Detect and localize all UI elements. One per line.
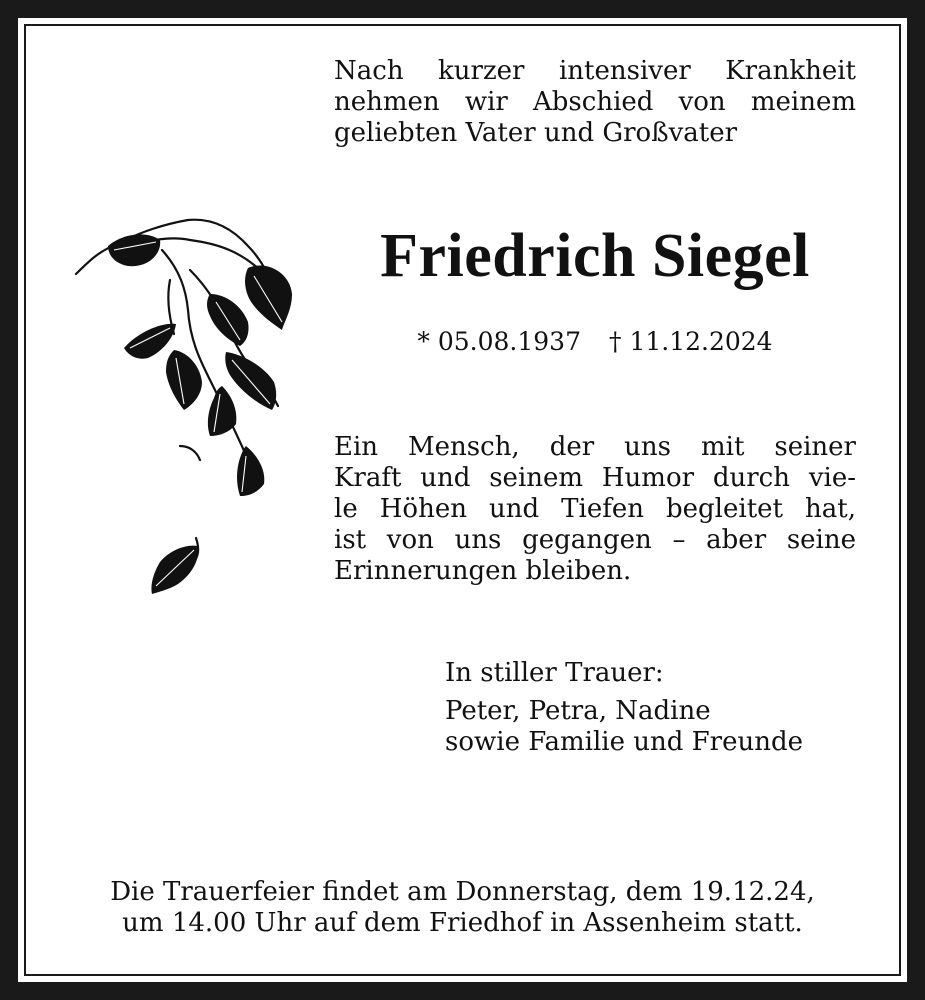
intro-line: Nach kurzer intensiver Krankheit	[334, 56, 856, 86]
mourners-names: sowie Familie und Freunde	[445, 727, 804, 757]
deceased-name: Friedrich Siegel	[380, 222, 810, 290]
funeral-service-info	[40, 877, 885, 939]
intro-line: nehmen wir Abschied von meinem	[334, 87, 856, 117]
verse-line: le Höhen und Tiefen begleitet hat,	[334, 494, 856, 524]
memorial-verse	[334, 432, 856, 587]
verse-line: Erinnerungen bleiben.	[334, 556, 632, 586]
verse-line: Kraft und seinem Humor durch vie-	[334, 463, 856, 493]
intro-text	[334, 56, 856, 149]
mourners-block	[445, 658, 865, 758]
verse-line: ist von uns gegangen – aber seine	[334, 525, 856, 555]
service-line: Die Trauerfeier findet am Donnerstag, dem 19.12.24,	[110, 877, 815, 907]
life-dates	[334, 326, 856, 358]
intro-line: geliebten Vater und Großvater	[334, 118, 738, 148]
service-line: um 14.00 Uhr auf dem Friedhof in Assenheim statt.	[122, 908, 803, 938]
verse-line: Ein Mensch, der uns mit seiner	[334, 432, 856, 462]
death-date: † 11.12.2024	[609, 327, 773, 356]
birth-date: * 05.08.1937	[417, 327, 581, 356]
mourners-heading: In stiller Trauer:	[445, 658, 664, 688]
branch-with-leaves-icon	[70, 210, 310, 610]
mourners-names: Peter, Petra, Nadine	[445, 696, 711, 726]
